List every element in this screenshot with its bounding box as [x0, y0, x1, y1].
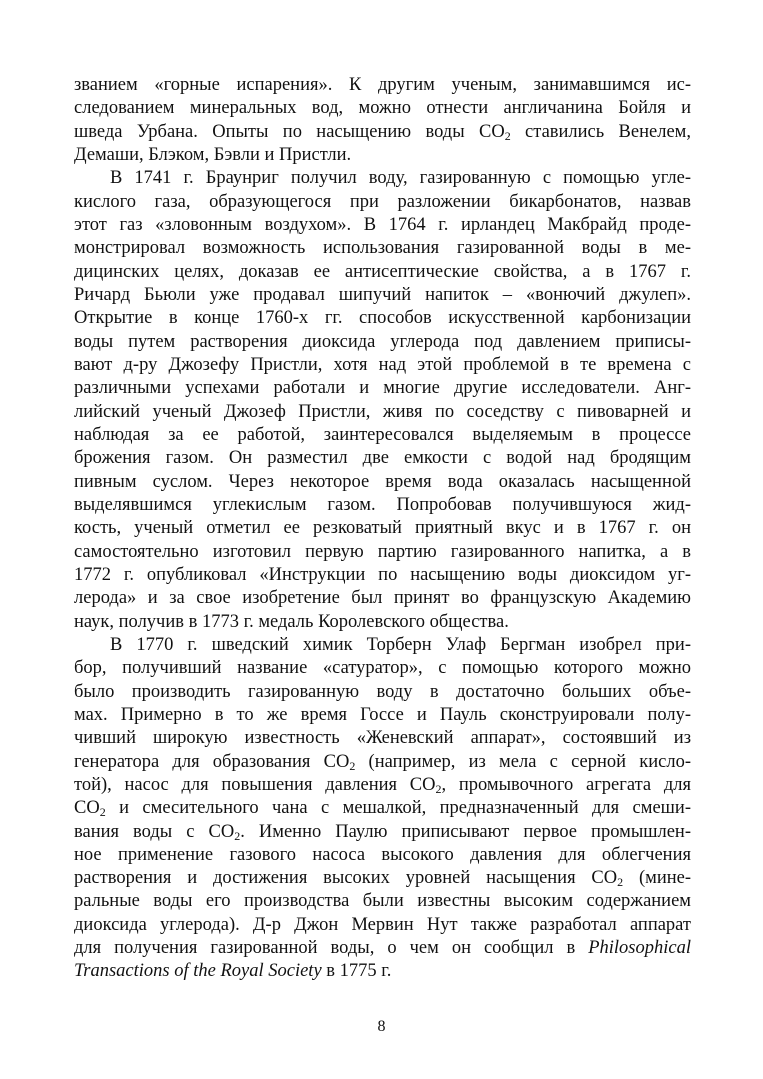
text-line [74, 424, 691, 447]
text-run: (например, из мела с серной кисло- [355, 751, 691, 772]
text-run: ставились Венелем, [510, 121, 691, 142]
text-line [74, 144, 691, 167]
subscript: 2 [504, 128, 511, 143]
text-run: Демаши, Блэком, Бэвли и Пристли. [74, 144, 352, 165]
text-line [74, 867, 691, 890]
text-run: наук, получив в 1773 г. медаль Королевского общества. [74, 611, 509, 632]
text-run: 1772 г. опубликовал «Инструкции по насыщению воды диоксидом уг- [74, 564, 691, 585]
text-run: вания воды с CO [74, 821, 235, 842]
text-run: бор, получивший название «сатуратор», с помощью которого можно [74, 658, 691, 679]
subscript: 2 [234, 828, 241, 843]
text-line [74, 191, 691, 214]
subscript: 2 [99, 805, 106, 820]
text-run: (мине- [623, 868, 691, 889]
italic-text: Philosophical [588, 938, 691, 959]
text-run: этот газ «зловонным воздухом». В 1764 г. ирландец Макбрайд проде- [74, 214, 691, 235]
text-line [74, 564, 691, 587]
text-line [74, 937, 691, 960]
text-line [74, 844, 691, 867]
text-run: выделявшимся углекислым газом. Попробовав получившуюся жид- [74, 494, 691, 515]
text-line [74, 821, 691, 844]
text-run: растворения и достижения высоких уровней насыщения CO [74, 868, 618, 889]
text-line [74, 657, 691, 680]
text-run: лерода» и за свое изобретение был принят во французскую Академию [74, 588, 691, 609]
text-line [74, 261, 691, 284]
text-run: В 1770 г. шведский химик Торберн Улаф Бергман изобрел при- [110, 634, 691, 655]
text-run: кость, ученый отметил ее резковатый приятный вкус и в 1767 г. он [74, 518, 691, 539]
text-run: наблюдая за ее работой, заинтересовался выделяемым в процессе [74, 424, 691, 445]
text-line [74, 774, 691, 797]
text-line [74, 541, 691, 564]
text-run: воды путем растворения диоксида углерода под давлением приписы- [74, 331, 691, 352]
text-run: и смесительного чана с мешалкой, предназначенный для смеши- [105, 798, 691, 819]
text-run: той), насос для повышения давления CO [74, 774, 436, 795]
text-line [74, 704, 691, 727]
text-line [74, 634, 691, 657]
subscript: 2 [435, 781, 442, 796]
italic-text: Transactions of the Royal Society [74, 961, 322, 982]
text-line [74, 587, 691, 610]
page-number: 8 [377, 1018, 386, 1035]
text-run: чивший широкую известность «Женевский аппарат», состоявший из [74, 728, 691, 749]
text-run: мах. Примерно в то же время Госсе и Пауль сконструировали полу- [74, 704, 691, 725]
text-run: брожения газом. Он разместил две емкости с водой над бродящим [74, 448, 691, 469]
text-run: вают д-ру Джозефу Пристли, хотя над этой проблемой в те времена с [74, 354, 691, 375]
subscript: 2 [349, 758, 356, 773]
text-line [74, 494, 691, 517]
text-line [74, 121, 691, 144]
text-run: в 1775 г. [321, 961, 392, 982]
text-line [74, 471, 691, 494]
subscript: 2 [617, 875, 624, 890]
text-line [74, 284, 691, 307]
text-line [74, 237, 691, 260]
text-line [74, 914, 691, 937]
text-run: кислого газа, образующегося при разложении бикарбонатов, назвав [74, 191, 691, 212]
text-line [74, 890, 691, 913]
text-run: генератора для образования CO [74, 751, 350, 772]
text-line [74, 307, 691, 330]
text-line [74, 681, 691, 704]
text-run: CO [74, 798, 100, 819]
text-run: В 1741 г. Браунриг получил воду, газированную с помощью угле- [110, 168, 691, 189]
text-run: . Именно Паулю приписывают первое промышлен- [240, 821, 691, 842]
text-run: Открытие в конце 1760-х гг. способов искусственной карбонизации [74, 308, 691, 329]
text-run: различными успехами работали и многие другие исследователи. Анг- [74, 378, 691, 399]
text-run: следованием минеральных вод, можно отнести англичанина Бойля и [74, 98, 691, 119]
text-line [74, 74, 691, 97]
text-line [74, 377, 691, 400]
text-run: диоксида углерода). Д-р Джон Мервин Нут также разработал аппарат [74, 914, 691, 935]
text-run: лийский ученый Джозеф Пристли, живя по соседству с пивоварней и [74, 401, 691, 422]
text-run: Ричард Бьюли уже продавал шипучий напиток – «вонючий джулеп». [74, 284, 691, 305]
text-line [74, 517, 691, 540]
text-run: монстрировал возможность использования газированной воды в ме- [74, 238, 691, 259]
text-run: для получения газированной воды, о чем он сообщил в [74, 938, 589, 959]
text-line [74, 727, 691, 750]
text-run: званием «горные испарения». К другим ученым, занимавшимся ис- [74, 75, 691, 95]
text-line [74, 611, 691, 634]
text-line [74, 447, 691, 470]
text-run: пивным суслом. Через некоторое время вода оказалась насыщенной [74, 471, 691, 492]
text-line [74, 167, 691, 190]
text-line [74, 401, 691, 424]
body-text [74, 74, 691, 984]
text-run: , промывочного агрегата для [441, 774, 692, 795]
text-run: ное применение газового насоса высокого давления для облегчения [74, 844, 691, 865]
text-line [74, 331, 691, 354]
text-run: дицинских целях, доказав ее антисептические свойства, а в 1767 г. [74, 261, 691, 282]
text-run: ральные воды его производства были известны высоким содержанием [74, 891, 691, 912]
text-run: самостоятельно изготовил первую партию газированного напитка, а в [74, 541, 691, 562]
text-line [74, 751, 691, 774]
text-run: шведа Урбана. Опыты по насыщению воды CO [74, 121, 505, 142]
text-line [74, 97, 691, 120]
text-line [74, 214, 691, 237]
text-line [74, 960, 691, 983]
text-line [74, 354, 691, 377]
text-run: было производить газированную воду в достаточно больших объе- [74, 681, 691, 702]
text-line [74, 797, 691, 820]
